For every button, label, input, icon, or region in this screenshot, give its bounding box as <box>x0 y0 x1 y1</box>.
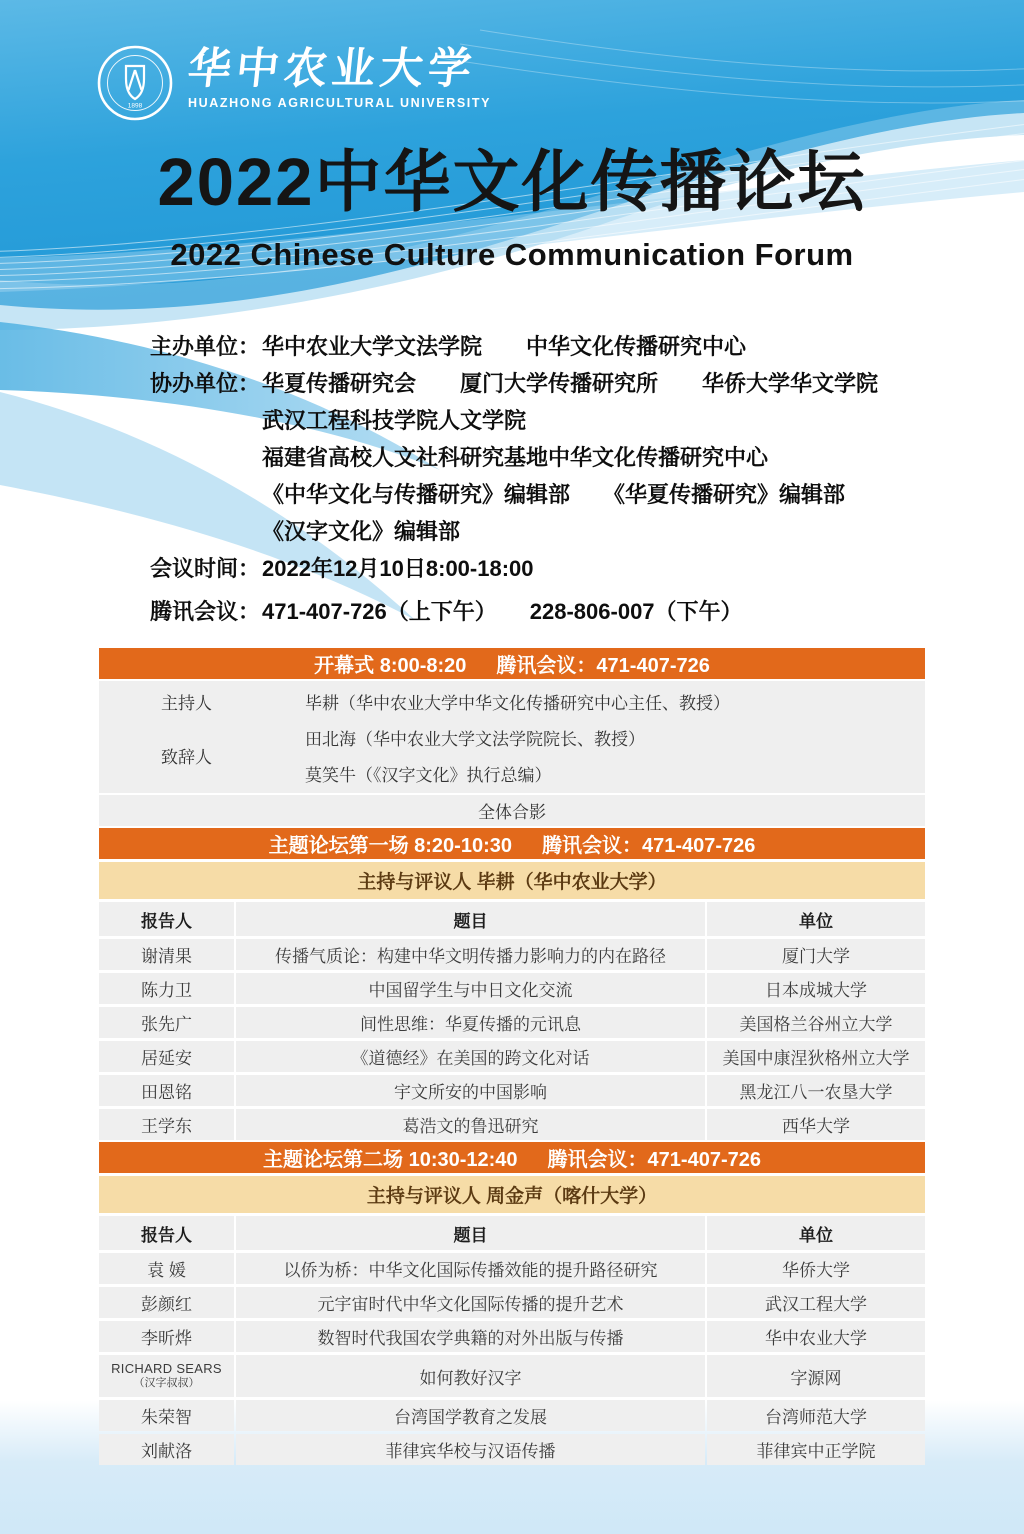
table-row <box>99 1287 925 1318</box>
col-topic: 题目 <box>236 1216 705 1250</box>
table-header-row <box>99 902 925 936</box>
speaker-cell: 田恩铭 <box>99 1075 234 1106</box>
university-name-cn: 华中农业大学 <box>185 45 479 93</box>
topic-cell: 《道德经》在美国的跨文化对话 <box>236 1041 705 1072</box>
table-row <box>99 1400 925 1431</box>
speaker-cell: 张先广 <box>99 1007 234 1038</box>
co-organizer-line <box>150 439 910 476</box>
co-organizations: 武汉工程科技学院人文学院 <box>262 408 527 433</box>
chair-band-forum-1 <box>99 862 925 899</box>
seal-year: 1898 <box>127 102 143 110</box>
affiliation-cell: 日本成城大学 <box>707 973 925 1004</box>
session-header-forum-1 <box>99 828 925 859</box>
speech-role-label: 致辞人 <box>161 747 212 767</box>
session-meeting-id: 腾讯会议：471-407-726 <box>541 835 756 857</box>
speaker-cell: 王学东 <box>99 1109 234 1140</box>
host-organizations: 华中农业大学文法学院 中华文化传播研究中心 <box>262 334 747 359</box>
university-seal-icon <box>96 44 174 122</box>
table-row <box>99 1007 925 1038</box>
university-header <box>96 44 491 122</box>
topic-cell: 中国留学生与中日文化交流 <box>236 973 705 1004</box>
university-name-en: HUAZHONG AGRICULTURAL UNIVERSITY <box>188 96 492 111</box>
host-organizer-line <box>150 328 910 365</box>
col-affiliation: 单位 <box>707 902 925 936</box>
session-title: 主题论坛第一场 8:20-10:30 <box>268 835 512 857</box>
co-organizations: 《汉字文化》编辑部 <box>262 519 461 544</box>
col-speaker: 报告人 <box>99 1216 234 1250</box>
host-person: 毕耕（华中农业大学中华文化传播研究中心主任、教授） <box>305 693 730 713</box>
schedule <box>99 648 925 1465</box>
topic-cell: 传播气质论：构建中华文明传播力影响力的内在路径 <box>236 939 705 970</box>
group-photo-row: 全体合影 <box>99 793 925 826</box>
affiliation-cell: 美国格兰谷州立大学 <box>707 1007 925 1038</box>
meeting-time-label: 会议时间： <box>150 556 261 581</box>
speaker-name: RICHARD SEARS <box>111 1361 222 1377</box>
table-row <box>99 1041 925 1072</box>
topic-cell: 菲律宾华校与汉语传播 <box>236 1434 705 1465</box>
organizer-info <box>150 328 910 630</box>
tencent-meeting-label: 腾讯会议： <box>150 599 261 624</box>
speaker-cell: 居延安 <box>99 1041 234 1072</box>
affiliation-cell: 厦门大学 <box>707 939 925 970</box>
affiliation-cell: 西华大学 <box>707 1109 925 1140</box>
affiliation-cell: 字源网 <box>707 1355 925 1397</box>
table-row <box>99 939 925 970</box>
co-organizer-line <box>150 402 910 439</box>
topic-cell: 以侨为桥：中华文化国际传播效能的提升路径研究 <box>236 1253 705 1284</box>
session-meeting-id: 腾讯会议：471-407-726 <box>547 1149 761 1171</box>
chair-text: 主持与评议人 周金声（喀什大学） <box>366 1186 658 1207</box>
col-affiliation: 单位 <box>707 1216 925 1250</box>
speaker-cell: 李昕烨 <box>99 1321 234 1352</box>
affiliation-cell: 菲律宾中正学院 <box>707 1434 925 1465</box>
topic-cell: 宇文所安的中国影响 <box>236 1075 705 1106</box>
host-role-label: 主持人 <box>161 693 212 713</box>
affiliation-cell: 美国中康涅狄格州立大学 <box>707 1041 925 1072</box>
table-row <box>99 973 925 1004</box>
speaker-subtitle: （汉字叔叔） <box>133 1377 200 1390</box>
session-title: 开幕式 8:00-8:20 <box>314 655 467 677</box>
page-subtitle: 2022 Chinese Culture Communication Forum <box>170 237 854 272</box>
affiliation-cell: 华中农业大学 <box>707 1321 925 1352</box>
speaker-cell: 谢清果 <box>99 939 234 970</box>
topic-cell: 如何教好汉字 <box>236 1355 705 1397</box>
session-meeting-id: 腾讯会议：471-407-726 <box>496 655 710 677</box>
co-organizer-label: 协办单位： <box>150 371 261 396</box>
co-organizations: 《中华文化与传播研究》编辑部 《华夏传播研究》编辑部 <box>262 482 846 507</box>
host-label: 主办单位： <box>150 334 261 359</box>
tencent-meeting-ids: 471-407-726（上下午） 228-806-007（下午） <box>262 599 743 624</box>
speech-person: 莫笑牛（《汉字文化》执行总编） <box>305 765 552 785</box>
affiliation-cell: 武汉工程大学 <box>707 1287 925 1318</box>
co-organizations: 华夏传播研究会 厦门大学传播研究所 华侨大学华文学院 <box>262 371 879 396</box>
meeting-time-line <box>150 550 910 587</box>
speaker-stack <box>111 1362 222 1390</box>
opening-roles <box>99 683 925 791</box>
speaker-cell: 刘献洛 <box>99 1434 234 1465</box>
page-title: 2022中华文化传播论坛 <box>157 145 867 220</box>
topic-cell: 葛浩文的鲁迅研究 <box>236 1109 705 1140</box>
table-row <box>99 1355 925 1397</box>
table-row <box>99 1434 925 1465</box>
chair-text: 主持与评议人 毕耕（华中农业大学） <box>357 872 667 893</box>
topic-cell: 元宇宙时代中华文化国际传播的提升艺术 <box>236 1287 705 1318</box>
opening-ceremony-block <box>99 681 925 826</box>
table-row <box>99 1109 925 1140</box>
affiliation-cell: 黑龙江八一农垦大学 <box>707 1075 925 1106</box>
session-header-forum-2 <box>99 1142 925 1173</box>
topic-cell: 台湾国学教育之发展 <box>236 1400 705 1431</box>
table-row <box>99 1253 925 1284</box>
co-organizer-line <box>150 476 910 513</box>
topic-cell: 数智时代我国农学典籍的对外出版与传播 <box>236 1321 705 1352</box>
co-organizer-line <box>150 365 910 402</box>
col-topic: 题目 <box>236 902 705 936</box>
speaker-cell: 朱荣智 <box>99 1400 234 1431</box>
speaker-cell: 彭颜红 <box>99 1287 234 1318</box>
topic-cell: 间性思维：华夏传播的元讯息 <box>236 1007 705 1038</box>
co-organizer-line <box>150 513 910 550</box>
speaker-cell: 袁 媛 <box>99 1253 234 1284</box>
session-title: 主题论坛第二场 10:30-12:40 <box>263 1149 518 1171</box>
university-names <box>185 44 492 111</box>
table-row <box>99 1075 925 1106</box>
chair-band-forum-2 <box>99 1176 925 1213</box>
speech-person: 田北海（华中农业大学文法学院院长、教授） <box>305 729 645 749</box>
session-header-opening <box>99 648 925 679</box>
affiliation-cell: 华侨大学 <box>707 1253 925 1284</box>
co-organizations: 福建省高校人文社科研究基地中华文化传播研究中心 <box>262 445 769 470</box>
col-speaker: 报告人 <box>99 902 234 936</box>
table-header-row <box>99 1216 925 1250</box>
table-row <box>99 1321 925 1352</box>
speaker-cell <box>99 1355 234 1397</box>
tencent-meeting-line <box>150 593 910 630</box>
affiliation-cell: 台湾师范大学 <box>707 1400 925 1431</box>
meeting-time-value: 2022年12月10日8:00-18:00 <box>262 556 534 581</box>
speaker-cell: 陈力卫 <box>99 973 234 1004</box>
